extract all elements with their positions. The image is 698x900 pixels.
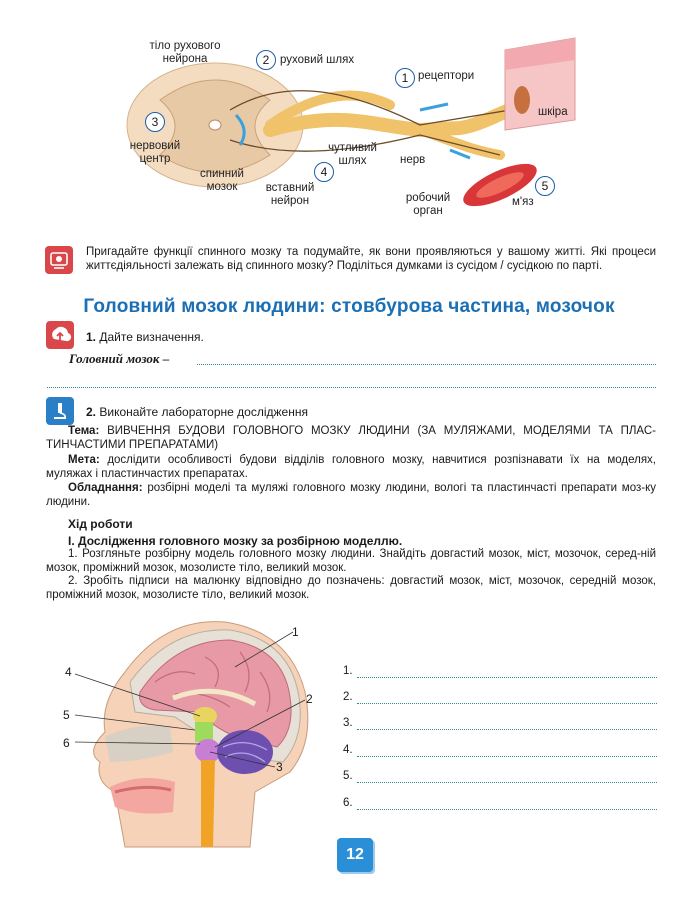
brain-callout-5: 5	[63, 708, 70, 722]
goal-paragraph	[46, 454, 656, 481]
answer-number: 3.	[343, 717, 353, 729]
answer-number: 4.	[343, 744, 353, 756]
brain-callout-3: 3	[276, 760, 283, 774]
label-motor-neuron-body: тіло рухового нейрона	[149, 40, 221, 65]
term-brain: Головний мозок –	[69, 351, 170, 366]
answer-number: 5.	[343, 770, 353, 782]
answer-line-3[interactable]	[343, 717, 353, 729]
definition-line-1[interactable]	[197, 364, 656, 365]
goal-label: Мета:	[68, 454, 100, 466]
brain-figure	[55, 612, 325, 852]
callout-3: 3	[145, 112, 165, 132]
answer-field-2[interactable]	[357, 703, 657, 704]
topic-text: ВИВЧЕННЯ БУДОВИ ГОЛОВНОГО МОЗКУ ЛЮДИНИ (ЗА МУЛЯЖАМИ, МОДЕЛЯМИ ТА ПЛАС-ТИНЧАСТИМИ ПРЕПАРАТАМИ)	[46, 425, 656, 451]
step1-paragraph: 1. Розгляньте розбірну модель головного мозку людини. Знайдіть довгастий мозок, міст, мозочок, серед-ній мозок, проміжний мозок, мозолисте тіло, великий мозок.	[46, 548, 656, 574]
label-muscle: м'яз	[512, 196, 534, 208]
procedure-title: Хід роботи	[68, 517, 133, 531]
answer-line-2[interactable]	[343, 691, 353, 703]
answer-field-6[interactable]	[357, 809, 657, 810]
task2-number: 2.	[86, 405, 97, 419]
reflex-arc-figure	[120, 30, 590, 220]
answer-number: 2.	[343, 691, 353, 703]
answer-number: 6.	[343, 797, 353, 809]
answer-line-4[interactable]	[343, 744, 353, 756]
task1-number: 1.	[86, 330, 97, 344]
label-interneuron: вставний нейрон	[265, 182, 315, 207]
answer-field-1[interactable]	[357, 677, 657, 678]
task2-microscope-icon	[46, 397, 74, 425]
callout-4: 4	[314, 162, 334, 182]
label-motor-path: руховий шлях	[280, 54, 355, 66]
brain-callout-6: 6	[63, 736, 70, 750]
label-spinal-cord: спинний мозок	[200, 168, 244, 193]
equipment-paragraph	[46, 482, 656, 509]
answer-number: 1.	[343, 665, 353, 677]
reflect-icon	[45, 246, 73, 274]
task1-text: Дайте визначення.	[99, 330, 204, 344]
page-number-badge	[337, 838, 373, 872]
callout-5: 5	[535, 176, 555, 196]
callout-1: 1	[395, 68, 415, 88]
callout-2: 2	[256, 50, 276, 70]
part-title: І. Дослідження головного мозку за розбірною моделлю.	[68, 534, 403, 548]
topic-paragraph	[46, 425, 656, 452]
answer-field-3[interactable]	[357, 729, 657, 730]
reflect-note-text: Пригадайте функції спинного мозку та подумайте, як вони проявляються у вашому житті. Які процеси життєдіяльності залежать від спинного мозку? Поділіться думками із сусідом / сусідкою по парті.	[86, 246, 656, 272]
answer-field-4[interactable]	[357, 756, 657, 757]
section-title: Головний мозок людини: стовбурова частина, мозочок	[83, 296, 615, 317]
answer-line-5[interactable]	[343, 770, 353, 782]
task2-text: Виконайте лабораторне дослідження	[99, 405, 308, 419]
label-nerve: нерв	[400, 154, 426, 166]
label-sensory-path: чутливий шлях	[328, 142, 377, 167]
brain-sagittal-illustration	[55, 612, 325, 852]
definition-line-2[interactable]	[47, 387, 656, 388]
answer-field-5[interactable]	[357, 782, 657, 783]
label-effector: робочий орган	[405, 192, 451, 217]
brain-callout-1: 1	[292, 625, 299, 639]
topic-label: Тема:	[68, 425, 100, 437]
task1-upload-icon	[46, 321, 74, 349]
page-number: 12	[346, 846, 364, 863]
answer-line-6[interactable]	[343, 797, 353, 809]
brain-callout-4: 4	[65, 665, 72, 679]
goal-text: дослідити особливості будови відділів головного мозку, навчитися розпізнавати їх на моделях, муляжах і пластинчастих препаратах.	[46, 454, 656, 480]
label-skin: шкіра	[538, 106, 568, 118]
brain-callout-2: 2	[306, 692, 313, 706]
task2-instruction	[86, 405, 308, 419]
answer-line-1[interactable]	[343, 665, 353, 677]
label-nerve-center: нервовий центр	[129, 140, 181, 165]
task1-instruction	[86, 330, 204, 344]
step2-paragraph: 2. Зробіть підписи на малюнку відповідно до позначень: довгастий мозок, міст, мозочок, середній мозок, проміжний мозок, мозолисте тіло, великий мозок.	[46, 575, 656, 601]
equipment-label: Обладнання:	[68, 482, 143, 494]
label-receptors: рецептори	[418, 70, 475, 82]
equipment-text: розбірні моделі та муляжі головного мозку людини, вологі та пластинчасті препарати моз-ку людини.	[46, 482, 656, 508]
